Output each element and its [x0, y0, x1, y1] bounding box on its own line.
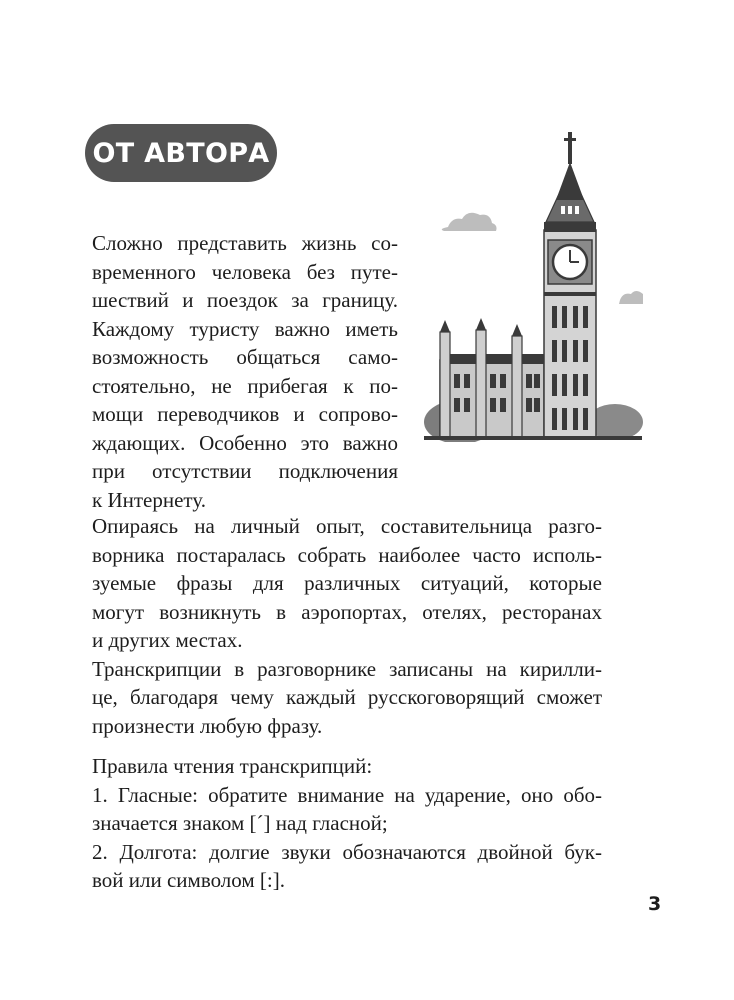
- text-line: могут возникнуть в аэропортах, отелях, ресторанах: [92, 599, 602, 624]
- experience-paragraph: [92, 512, 602, 740]
- text-line: Опираясь на личный опыт, составительница разго-: [92, 514, 602, 538]
- transcription-rules: [92, 752, 602, 895]
- text-line: произнести любую фразу.: [92, 713, 323, 738]
- text-line: стоятельно, не прибегая к по-: [92, 373, 398, 398]
- text-line: 1. Гласные: обратите внимание на ударение, оно обо-: [92, 782, 602, 807]
- text-line: Каждому туристу важно иметь: [92, 316, 398, 341]
- text-line: ворника постаралась собрать наиболее часто исполь-: [92, 542, 602, 567]
- text-line: шествий и поездок за границу.: [92, 288, 398, 312]
- text-line: зуемые фразы для различных ситуаций, которые: [92, 571, 602, 595]
- intro-paragraph: [92, 229, 398, 514]
- section-title: ОТ АВТОРА: [92, 137, 270, 169]
- text-line: мощи переводчиков и сопрово-: [92, 402, 398, 426]
- text-line: Транскрипции в разговорнике записаны на кирилли-: [92, 656, 602, 681]
- page-number: 3: [648, 893, 662, 915]
- section-heading-badge: [85, 124, 277, 182]
- text-line: и других местах.: [92, 628, 243, 652]
- text-line: ждающих. Особенно это важно: [92, 430, 398, 455]
- big-ben-icon: [420, 122, 645, 442]
- text-line: к Интернету.: [92, 487, 206, 512]
- text-line: значается знаком [´] над гласной;: [92, 811, 388, 835]
- text-line: при отсутствии подключения: [92, 459, 398, 483]
- text-line: Сложно представить жизнь со-: [92, 231, 398, 255]
- text-line: временного человека без путе-: [92, 259, 398, 284]
- text-line: вой или символом [:].: [92, 868, 285, 892]
- text-line: возможность общаться само-: [92, 345, 398, 369]
- text-line: це, благодаря чему каждый русскоговорящий сможет: [92, 685, 602, 709]
- text-line: 2. Долгота: долгие звуки обозначаются двойной бук-: [92, 839, 602, 864]
- rules-heading: Правила чтения транскрипций:: [92, 754, 373, 778]
